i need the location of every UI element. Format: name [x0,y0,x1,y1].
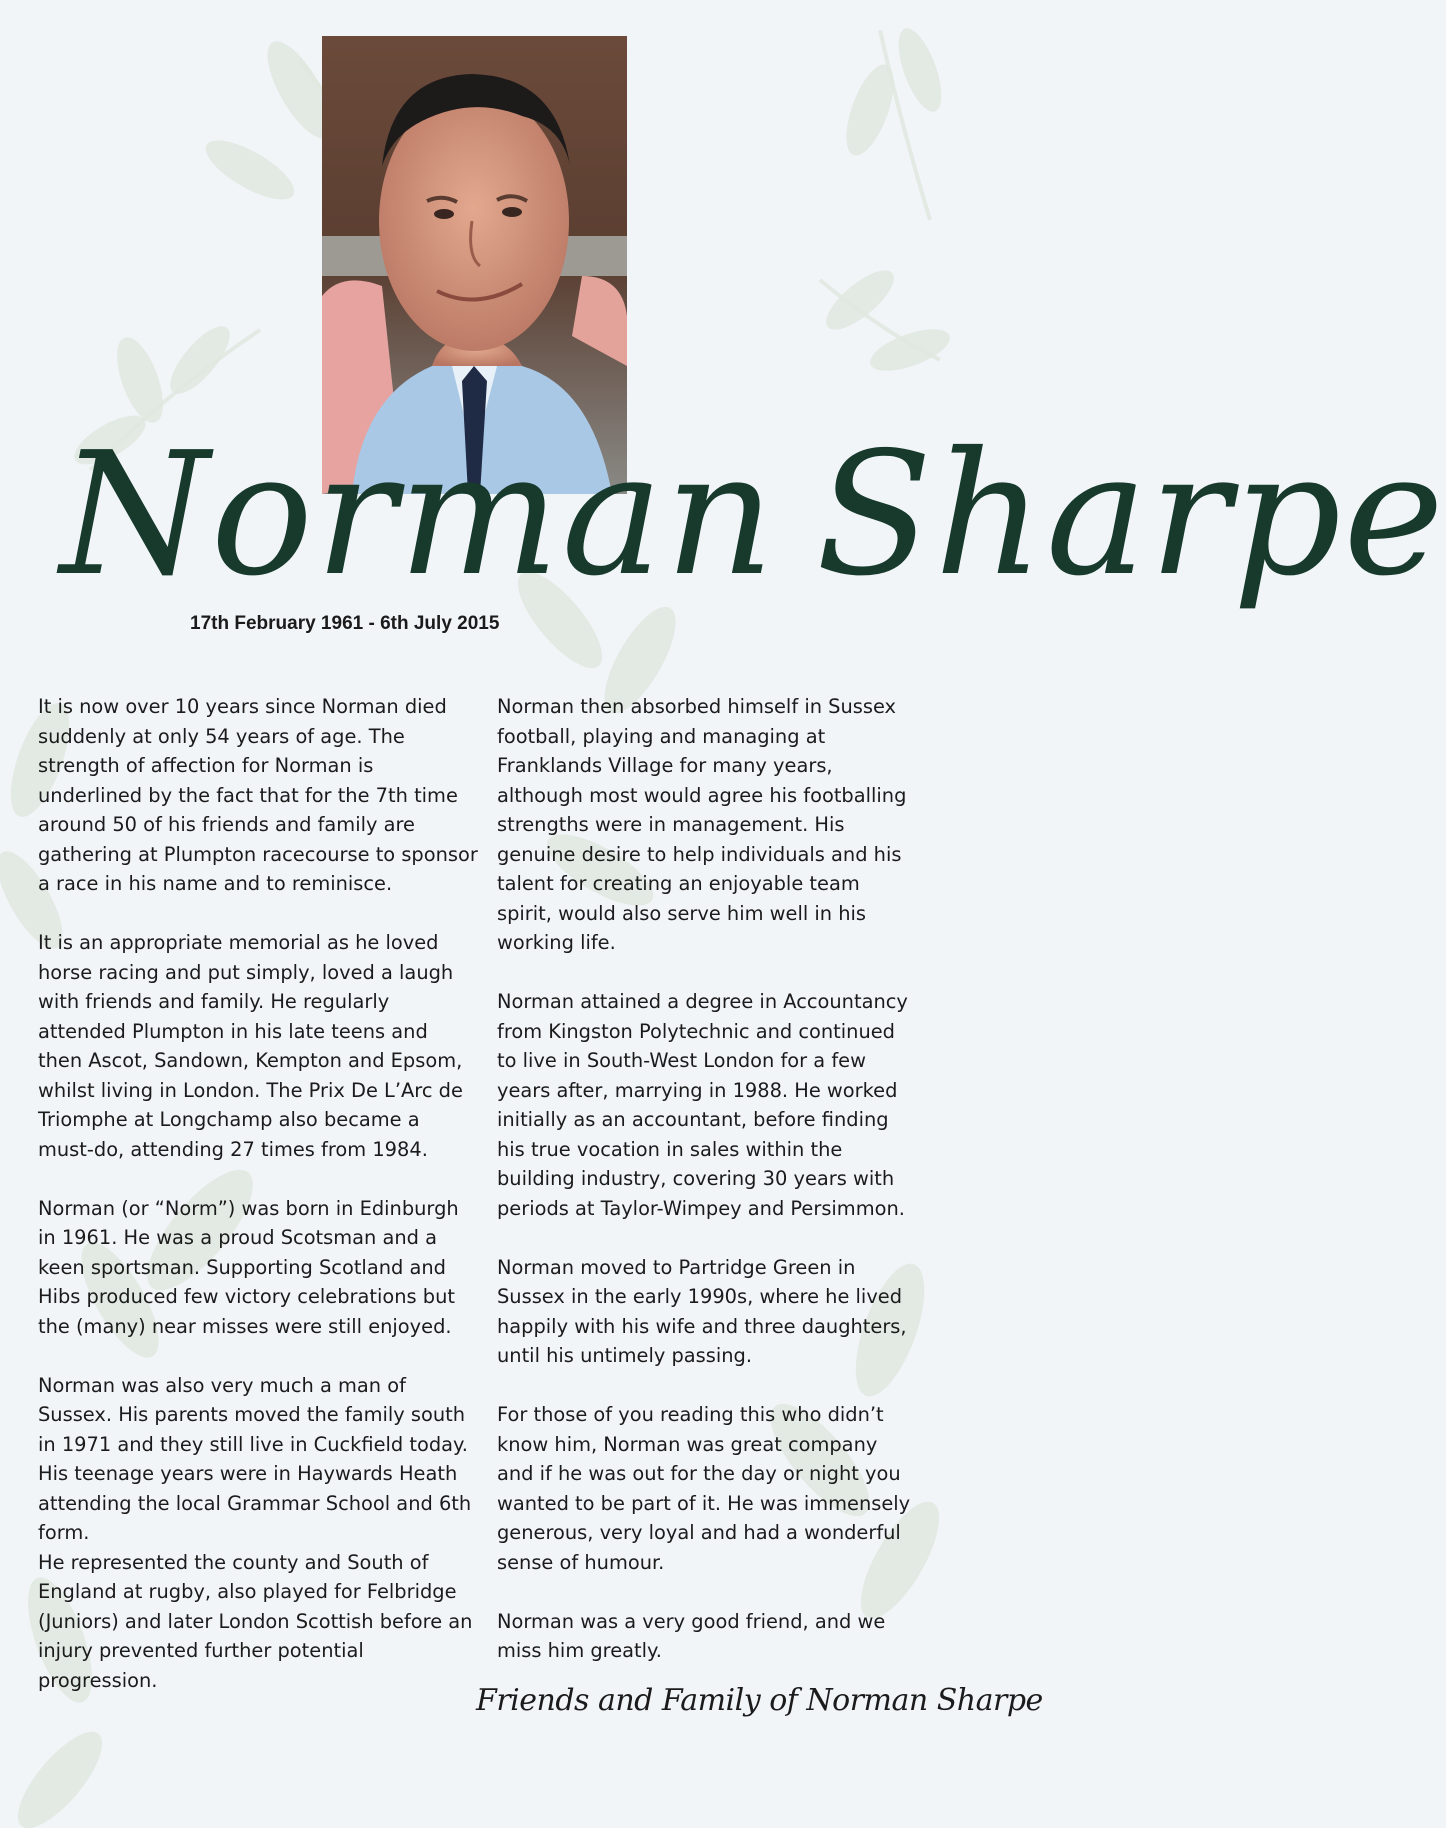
paragraph: He represented the county and South of England at rugby, also played for Felbridge (Juniors) and later London Scottish before an injury prevented further potential progression. [38,1550,473,1692]
paragraph: Norman moved to Partridge Green in Sussex in the early 1990s, where he lived happily with his wife and three daughters, until his untimely passing. [497,1255,907,1367]
paragraph: It is an appropriate memorial as he loved horse racing and put simply, loved a laugh with friends and family. He regularly attended Plumpton in his late teens and then Ascot, Sandown, Kempton and Epsom, whilst living in London. The Prix De L’Arc de Triomphe at Longchamp also became a must-do, attending 27 times from 1984. [38,931,463,1161]
paragraph: Norman attained a degree in Accountancy from Kingston Polytechnic and continued to live in South-West London for a few years after, marrying in 1988. He worked initially as an accountant, before finding his true vocation in sales within the building industry, covering 30 years with periods at Taylor-Wimpey and Persimmon. [497,990,908,1220]
paragraph: Norman was also very much a man of Sussex. His parents moved the family south in 1971 and they still live in Cuckfield today. His teenage years were in Haywards Heath attending the local Grammar School and 6th form. [38,1373,472,1544]
signature: Friends and Family of Norman Sharpe [476,1683,1043,1718]
left-column [38,692,478,1725]
last-name: Sharpe [815,416,1446,614]
paragraph: For those of you reading this who didn’t know him, Norman was great company and if he was out for the day or night you wanted to be part of it. He was immensely generous, very loyal and had a wonderful sense of humour. [497,1403,911,1574]
paragraph: Norman then absorbed himself in Sussex football, playing and managing at Franklands Village for many years, although most would agree his footballing strengths were in management. His genuine desire to help individuals and his talent for creating an enjoyable team spirit, would also serve him well in his working life. [497,695,907,954]
first-name: Norman [60,416,777,614]
paragraph: Norman was a very good friend, and we miss him greatly. [497,1609,886,1662]
right-column [497,692,915,1695]
life-dates: 17th February 1961 - 6th July 2015 [190,613,500,634]
paragraph: It is now over 10 years since Norman died suddenly at only 54 years of age. The strength of affection for Norman is underlined by the fact that for the 7th time around 50 of his friends and family are gathering at Plumpton racecourse to sponsor a race in his name and to reminisce. [38,695,478,895]
name-script-text [60,416,1446,614]
paragraph: Norman (or “Norm”) was born in Edinburgh in 1961. He was a proud Scotsman and a keen sportsman. Supporting Scotland and Hibs produced few victory celebrations but the (many) near misses were still enjoyed. [38,1196,459,1338]
